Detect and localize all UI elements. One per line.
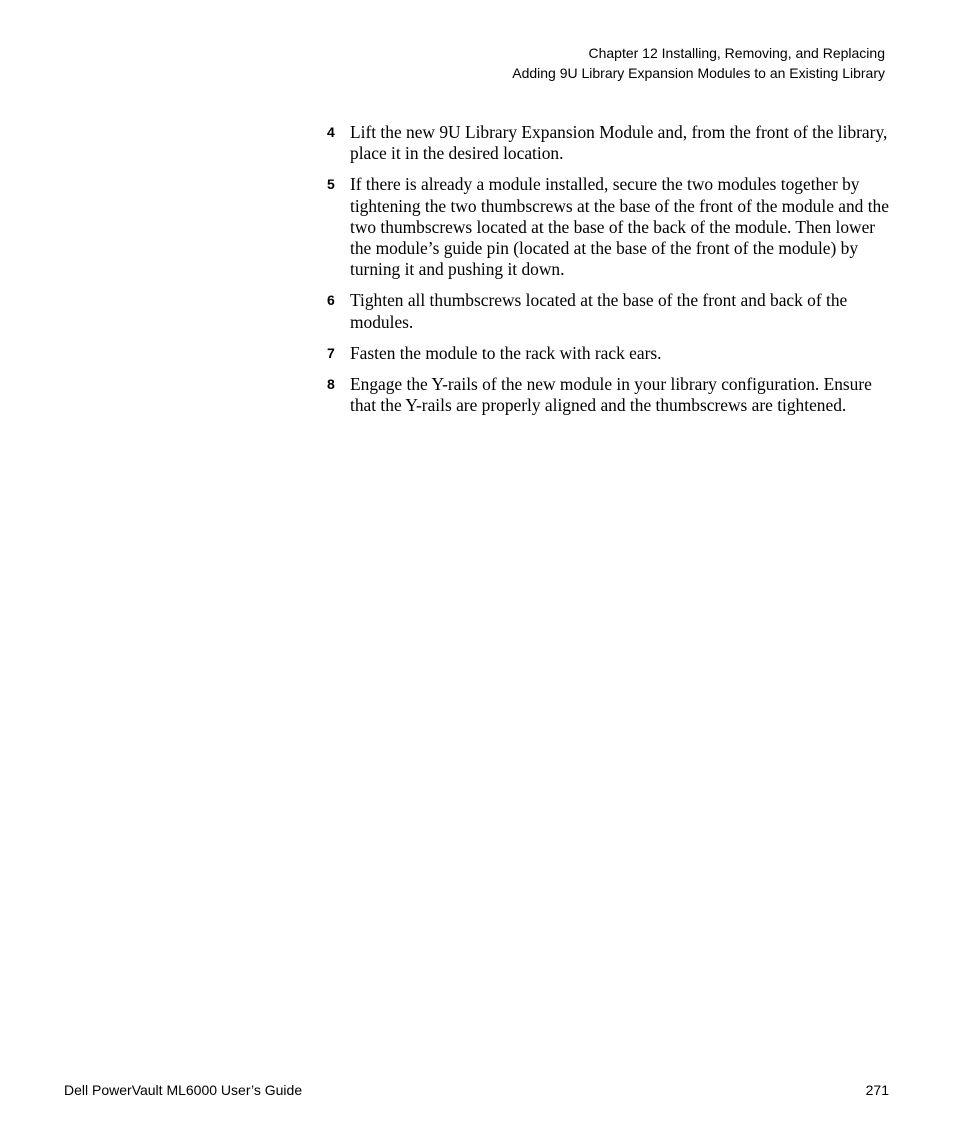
step-number: 4	[327, 124, 335, 140]
step-text: Tighten all thumbscrews located at the base of the front and back of the modules.	[350, 290, 848, 332]
step-text: If there is already a module installed, secure the two modules together by tightening the two thumbscrews at the base of the front of the module and the two thumbscrews located at the base of the back of the module. Then lower the module’s guide pin (located at the base of the front of the module) by turning it and pushing it down.	[350, 174, 889, 280]
step-text: Lift the new 9U Library Expansion Module and, from the front of the library, place it in the desired location.	[350, 122, 888, 164]
step-number: 7	[327, 344, 335, 361]
step-text: Fasten the module to the rack with rack ears.	[350, 342, 662, 363]
page-footer	[64, 1080, 889, 1100]
page-number: 271	[865, 1082, 889, 1098]
footer-guide-title: Dell PowerVault ML6000 User’s Guide	[64, 1082, 303, 1098]
step-item	[327, 343, 892, 364]
step-number: 5	[327, 176, 335, 193]
procedure-steps	[327, 122, 892, 426]
step-text: Engage the Y-rails of the new module in your library configuration. Ensure that the Y-rails are properly aligned and the thumbscrews are tightened.	[350, 374, 872, 416]
step-number: 6	[327, 292, 335, 309]
step-item	[327, 290, 892, 332]
section-title: Adding 9U Library Expansion Modules to an Existing Library	[512, 65, 885, 81]
step-item	[327, 374, 892, 416]
running-header	[512, 43, 885, 83]
step-number: 8	[327, 376, 335, 393]
chapter-title: Chapter 12 Installing, Removing, and Replacing	[588, 45, 885, 61]
step-item	[327, 174, 892, 280]
step-item	[327, 122, 892, 164]
